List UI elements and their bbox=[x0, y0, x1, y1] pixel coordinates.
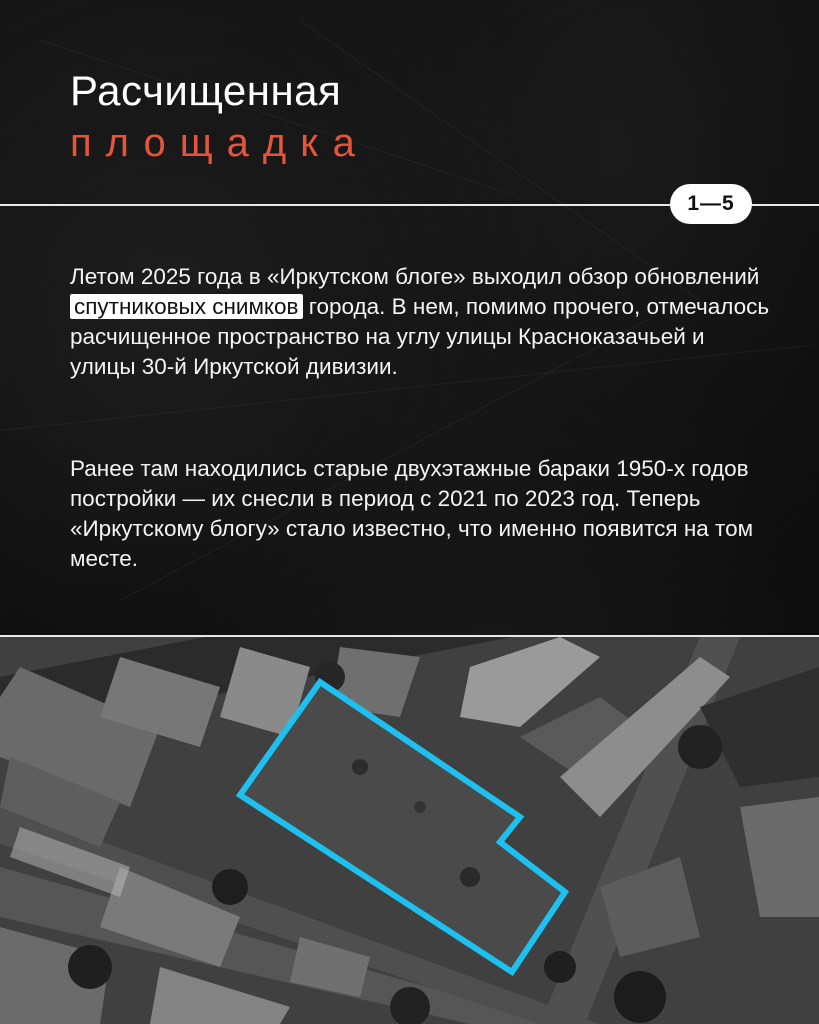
article-paragraph-2: Ранее там находились старые двухэтажные бараки 1950-х годов постройки — их снесли в период с 2021 по 2023 год. Теперь «Иркутскому блогу» стало известно, что именно появится на том месте. bbox=[70, 456, 754, 571]
article-paragraph-1 bbox=[70, 262, 770, 382]
page-subtitle: площадка bbox=[70, 121, 369, 165]
paragraph-text: города. В нем, помимо прочего, отмечалось расчищенное пространство на углу улицы Красноказачьей и улицы 30-й Иркутской дивизии. bbox=[70, 294, 770, 379]
page-counter-badge: 1—5 bbox=[670, 184, 752, 224]
page-title: Расчищенная bbox=[70, 67, 342, 114]
satellite-image bbox=[0, 637, 819, 1024]
paragraph-text: Летом 2025 года в «Иркутском блоге» выходил обзор обновлений bbox=[70, 264, 760, 289]
highlighted-phrase: спутниковых снимков bbox=[70, 294, 303, 319]
paper-crease bbox=[40, 40, 516, 195]
satellite-map-illustration bbox=[0, 637, 819, 1024]
